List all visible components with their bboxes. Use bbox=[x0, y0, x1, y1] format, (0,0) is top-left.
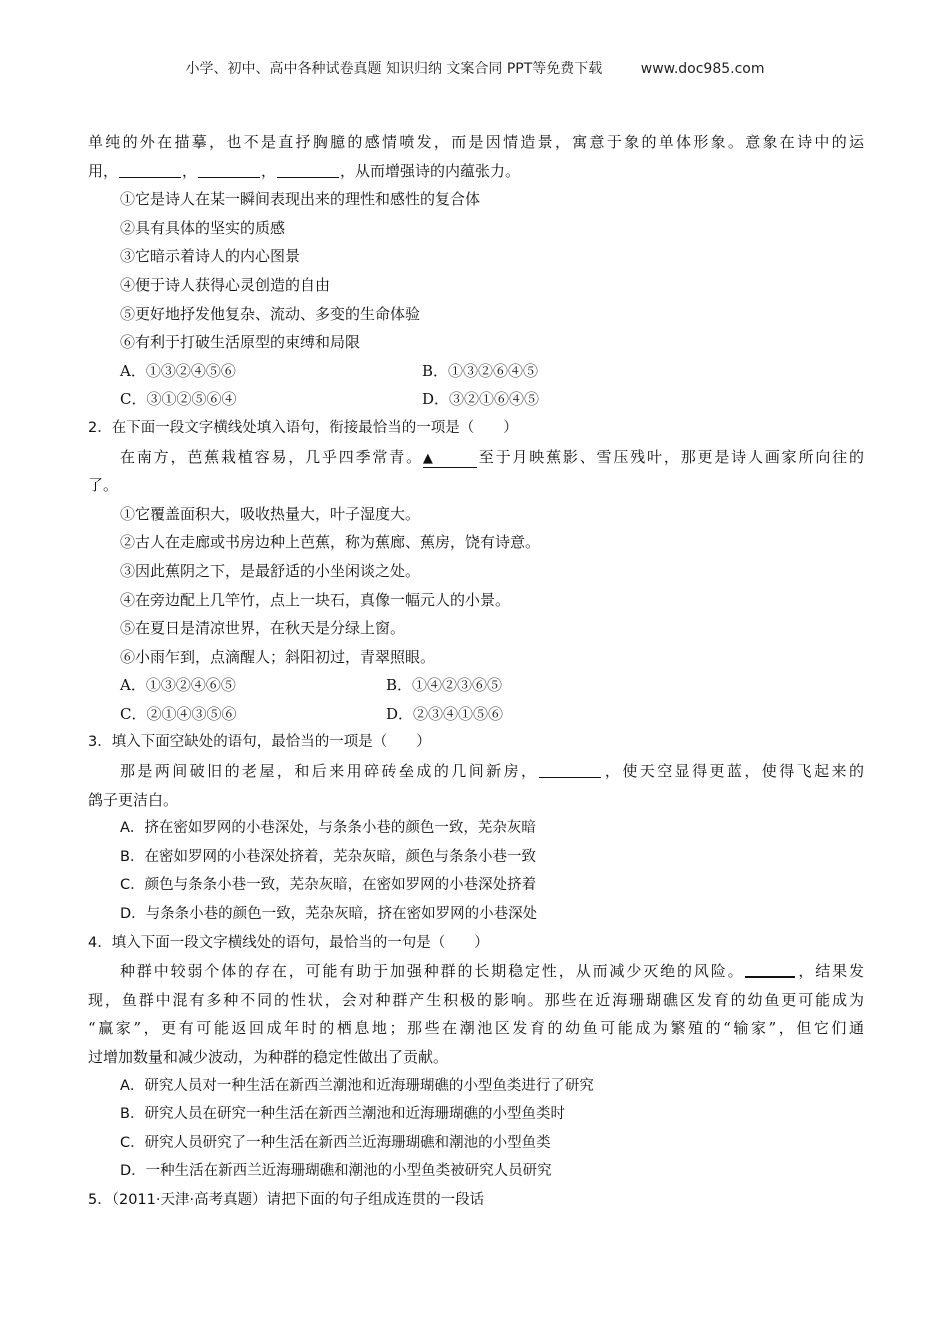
q3-blank bbox=[539, 763, 601, 778]
q4-blank bbox=[745, 962, 795, 978]
q1-option-a[interactable]: A．①③②④⑤⑥ bbox=[120, 361, 236, 380]
q2-item-1: ①它覆盖面积大，吸收热量大，叶子湿度大。 bbox=[120, 504, 421, 523]
q1-options-row2 bbox=[88, 385, 864, 414]
q2-option-a[interactable]: A．①③②④⑥⑤ bbox=[120, 676, 236, 695]
q2-passage-line1 bbox=[88, 443, 864, 472]
q3-option-d[interactable]: D．与条条小巷的颜色一致，芜杂灰暗，挤在密如罗网的小巷深处 bbox=[120, 906, 538, 923]
q1-item-5: ⑤更好地抒发他复杂、流动、多变的生命体验 bbox=[120, 304, 421, 323]
q1-blank-1 bbox=[119, 163, 181, 178]
q1-stem-text-c: ， bbox=[261, 161, 277, 180]
q4-passage-line1 bbox=[88, 957, 864, 986]
q2-option-c[interactable]: C．②①④③⑤⑥ bbox=[120, 704, 237, 723]
q2-options-row2 bbox=[88, 700, 864, 729]
q4-option-b[interactable]: B．研究人员在研究一种生活在新西兰潮池和近海珊瑚礁的小型鱼类时 bbox=[120, 1106, 565, 1123]
q3-option-a[interactable]: A．挤在密如罗网的小巷深处，与条条小巷的颜色一致，芜杂灰暗 bbox=[120, 820, 536, 837]
q4-passage-line4: 过增加数量和减少波动，为种群的稳定性做出了贡献。 bbox=[88, 1048, 449, 1066]
q1-option-c[interactable]: C．③①②⑤⑥④ bbox=[120, 390, 237, 409]
q1-item-6: ⑥有利于打破生活原型的束缚和局限 bbox=[120, 333, 361, 352]
q1-blank-2 bbox=[198, 163, 260, 178]
exam-content bbox=[88, 128, 864, 1215]
page-header bbox=[0, 58, 950, 78]
q1-stem-line2 bbox=[88, 157, 864, 186]
q2-options-row1 bbox=[88, 671, 864, 700]
q4-option-d[interactable]: D．一种生活在新西兰近海珊瑚礁和潮池的小型鱼类被研究人员研究 bbox=[120, 1163, 552, 1180]
q3-passage-text-a: 那是两间破旧的老屋，和后来用碎砖垒成的几间新房， bbox=[120, 762, 539, 781]
q1-stem-text-d: ，从而增强诗的内蕴张力。 bbox=[340, 161, 521, 180]
q2-item-5: ⑤在夏日是清凉世界，在秋天是分绿上窗。 bbox=[120, 619, 406, 638]
q3-passage-line1 bbox=[88, 757, 864, 786]
q2-item-2: ②古人在走廊或书房边种上芭蕉，称为蕉廊、蕉房，饶有诗意。 bbox=[120, 533, 541, 552]
q2-passage-line2: 了。 bbox=[88, 476, 119, 495]
q2-item-6: ⑥小雨乍到，点滴醒人；斜阳初过，青翠照眼。 bbox=[120, 647, 436, 666]
q2-item-3: ③因此蕉阴之下，是最舒适的小坐闲谈之处。 bbox=[120, 561, 421, 580]
q2-blank-triangle: ▲ bbox=[423, 451, 477, 468]
q4-passage-line3: “赢家”，更有可能返回成年时的栖息地；那些在潮池区发育的幼鱼可能成为繁殖的“输家”，但它们通 bbox=[88, 1019, 864, 1038]
q4-option-a[interactable]: A．研究人员对一种生活在新西兰潮池和近海珊瑚礁的小型鱼类进行了研究 bbox=[120, 1077, 594, 1094]
q1-stem-text-a: 用， bbox=[88, 161, 119, 180]
q2-title: 2．在下面一段文字横线处填入语句，衔接最恰当的一项是（ ） bbox=[88, 419, 518, 436]
header-url[interactable]: www.doc985.com bbox=[640, 61, 765, 77]
q1-stem-text-b: ， bbox=[182, 161, 198, 180]
q3-option-c[interactable]: C．颜色与条条小巷一致，芜杂灰暗，在密如罗网的小巷深处挤着 bbox=[120, 877, 537, 894]
q4-passage-text-b: ，结果发 bbox=[796, 962, 864, 981]
q4-passage-text-a: 种群中较弱个体的存在，可能有助于加强种群的长期稳定性，从而减少灭绝的风险。 bbox=[120, 962, 745, 981]
q2-item-4: ④在旁边配上几竿竹，点上一块石，真像一幅元人的小景。 bbox=[120, 590, 511, 609]
q1-option-d[interactable]: D．③②①⑥④⑤ bbox=[422, 390, 540, 409]
q1-stem-line1: 单纯的外在描摹，也不是直抒胸臆的感情喷发，而是因情造景，寓意于象的单体形象。意象在诗中的运 bbox=[88, 133, 864, 151]
q1-option-b[interactable]: B．①③②⑥④⑤ bbox=[422, 361, 539, 380]
q1-blank-3 bbox=[277, 163, 339, 178]
q3-passage-text-b: ，使天空显得更蓝，使得飞起来的 bbox=[602, 762, 864, 781]
q4-option-c[interactable]: C．研究人员研究了一种生活在新西兰近海珊瑚礁和潮池的小型鱼类 bbox=[120, 1134, 551, 1151]
q1-item-3: ③它暗示着诗人的内心图景 bbox=[120, 247, 301, 266]
q4-title: 4．填入下面一段文字横线处的语句，最恰当的一句是（ ） bbox=[88, 934, 489, 951]
q5-title: 5．（2011·天津·高考真题）请把下面的句子组成连贯的一段话 bbox=[88, 1191, 485, 1208]
q3-option-b[interactable]: B．在密如罗网的小巷深处挤着，芜杂灰暗，颜色与条条小巷一致 bbox=[120, 848, 536, 865]
q2-option-b[interactable]: B．①④②③⑥⑤ bbox=[386, 676, 503, 695]
header-text: 小学、初中、高中各种试卷真题 知识归纳 文案合同 PPT等免费下载 bbox=[185, 61, 603, 77]
q2-passage-text-a: 在南方，芭蕉栽植容易，几乎四季常青。 bbox=[120, 447, 423, 466]
q1-options-row1 bbox=[88, 357, 864, 386]
q3-passage-line2: 鸽子更洁白。 bbox=[88, 790, 179, 809]
q1-item-4: ④便于诗人获得心灵创造的自由 bbox=[120, 275, 331, 294]
q1-item-2: ②具有具体的坚实的质感 bbox=[120, 218, 286, 237]
q2-passage-text-b: 至于月映蕉影、雪压残叶，那更是诗人画家所向往的 bbox=[476, 447, 864, 466]
q4-passage-line2: 现，鱼群中混有多种不同的性状，会对种群产生积极的影响。那些在近海珊瑚礁区发育的幼鱼更可能成为 bbox=[88, 990, 864, 1009]
q1-item-1: ①它是诗人在某一瞬间表现出来的理性和感性的复合体 bbox=[120, 190, 481, 209]
q2-option-d[interactable]: D．②③④①⑤⑥ bbox=[386, 704, 504, 723]
q3-title: 3．填入下面空缺处的语句，最恰当的一项是（ ） bbox=[88, 734, 431, 751]
